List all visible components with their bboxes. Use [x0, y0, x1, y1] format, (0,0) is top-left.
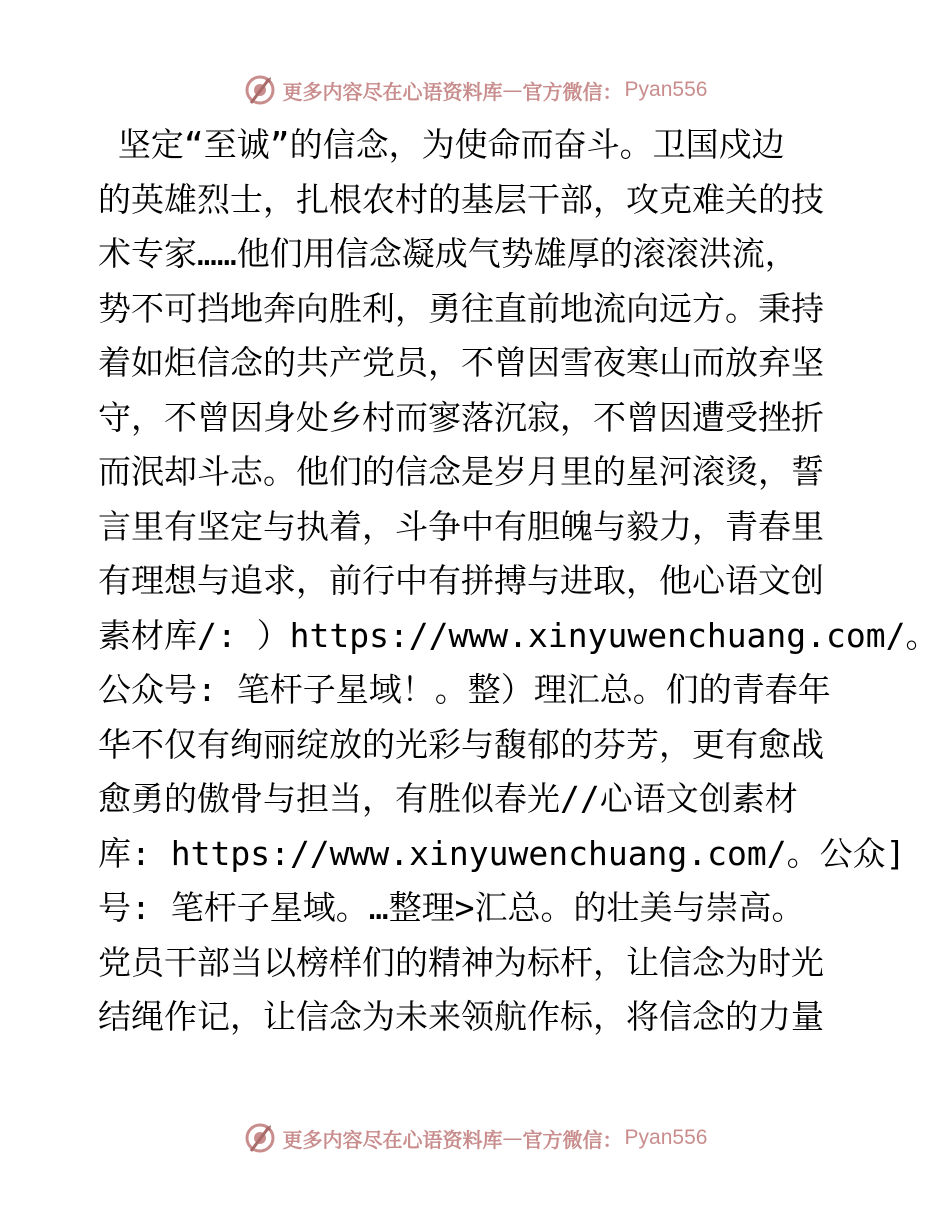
text-line: 号: 笔杆子星域。…整理>汇总。的壮美与崇高。: [98, 888, 805, 927]
text-line: 坚定“至诚”的信念，为使命而奋斗。卫国戍边: [98, 125, 785, 164]
text-line: 而泯却斗志。他们的信念是岁月里的星河滚烫，誓: [98, 452, 824, 491]
pen-logo-icon: [243, 1121, 277, 1155]
text-line: 华不仅有绚丽绽放的光彩与馥郁的芬芳，更有愈战: [98, 724, 824, 764]
text-line: 言里有坚定与执着，斗争中有胆魄与毅力，青春里: [98, 506, 824, 546]
text-line: 库: https://www.xinyuwenchuang.com/。公众]: [98, 833, 906, 873]
banner-wechat-handle: Pyan556: [624, 1126, 708, 1149]
text-line: 势不可挡地奔向胜利，勇往直前地流向远方。秉持: [98, 288, 824, 328]
text-line: 公众号: 笔杆子星域！。整）理汇总。们的青春年: [98, 670, 831, 709]
text-line: 有理想与追求，前行中有拼搏与进取，他心语文创: [98, 561, 824, 600]
banner-separator: —: [502, 78, 523, 102]
text-line: 愈勇的傲骨与担当，有胜似春光//心语文创素材: [98, 779, 798, 818]
banner-main-text: 更多内容尽在心语资料库: [282, 1127, 503, 1152]
text-line: 着如炬信念的共产党员，不曾因雪夜寒山而放弃坚: [98, 343, 824, 382]
footer-banner: [0, 1118, 950, 1158]
banner-official-label: 官方微信：: [522, 79, 623, 104]
document-body: [98, 118, 939, 1045]
banner-official-label: 官方微信：: [522, 1127, 623, 1152]
text-line: 党员干部当以榜样们的精神为标杆，让信念为时光: [98, 942, 824, 982]
text-line: 素材库/: ）https://www.xinyuwenchuang.com/。: [98, 615, 939, 655]
header-banner: [0, 70, 950, 110]
text-line: 的英雄烈士，扎根农村的基层干部，攻克难关的技: [98, 179, 824, 219]
banner-wechat-handle: Pyan556: [624, 78, 708, 101]
text-line: 守，不曾因身处乡村而寥落沉寂，不曾因遭受挫折: [98, 397, 824, 437]
text-line: 术专家……他们用信念凝成气势雄厚的滚滚洪流，: [98, 234, 798, 273]
banner-main-text: 更多内容尽在心语资料库: [282, 79, 503, 104]
text-line: 结绳作记，让信念为未来领航作标，将信念的力量: [98, 997, 824, 1036]
pen-logo-icon: [243, 73, 277, 107]
banner-separator: —: [502, 1126, 523, 1150]
